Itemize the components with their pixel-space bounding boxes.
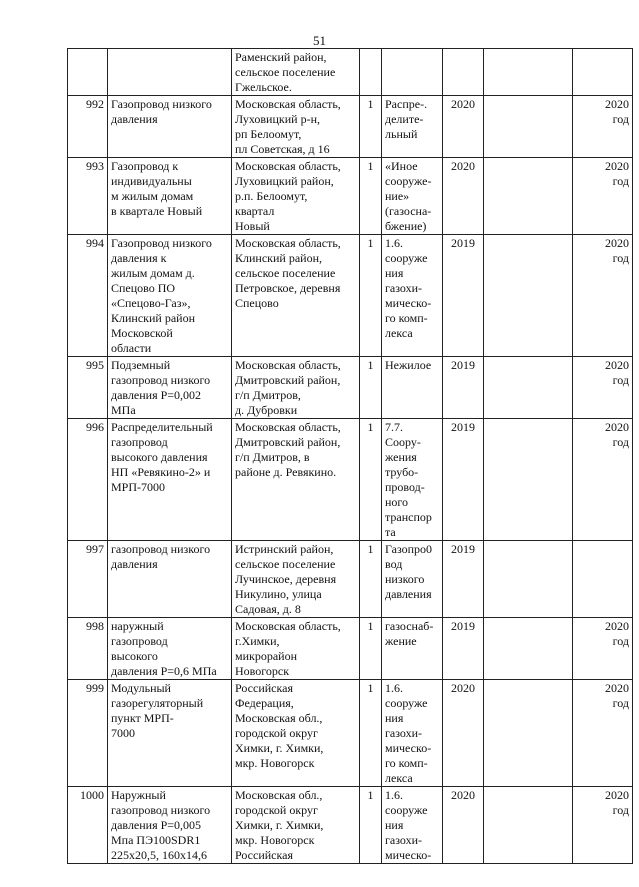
object-name-cell-line: давления к: [111, 251, 167, 265]
row-number-cell: [68, 49, 108, 96]
object-name-cell: [108, 618, 232, 680]
category-cell: [382, 96, 443, 158]
year-cell: 2019: [443, 235, 484, 357]
table-row: [68, 235, 633, 357]
object-name-cell-line: газопровод: [111, 435, 168, 449]
object-name-cell: [108, 419, 232, 541]
category-cell-line: (газосна-: [385, 204, 432, 218]
object-name-cell-line: Газопровод низкого: [111, 236, 212, 250]
category-cell: [382, 541, 443, 618]
category-cell-line: ния: [385, 818, 404, 832]
address-cell-line: Российская: [235, 681, 293, 695]
gas-pipeline-registry-table: [67, 48, 633, 864]
address-cell: [232, 787, 360, 864]
category-cell-line: льный: [385, 127, 418, 141]
empty-cell: [484, 541, 573, 618]
category-cell-line: газохи-: [385, 281, 423, 295]
target-year-cell: [573, 49, 633, 96]
quantity-cell: [360, 49, 382, 96]
empty-cell: [484, 357, 573, 419]
object-name-cell-line: МПа: [111, 403, 136, 417]
target-year-cell-line: год: [612, 803, 629, 817]
category-cell-line: «Иное: [385, 159, 418, 173]
address-cell-line: Луховицкий р-н,: [235, 112, 320, 126]
object-name-cell-line: жилым домам д.: [111, 266, 195, 280]
address-cell-line: Раменский район,: [235, 50, 327, 64]
address-cell-line: Московская область,: [235, 619, 341, 633]
object-name-cell-line: области: [111, 341, 152, 355]
object-name-cell-line: газопровод низкого: [111, 373, 211, 387]
object-name-cell-line: газопровод низкого: [111, 542, 211, 556]
object-name-cell-line: Московской: [111, 326, 173, 340]
table-row: [68, 680, 633, 787]
empty-cell: [484, 235, 573, 357]
category-cell: [382, 419, 443, 541]
target-year-cell: [573, 541, 633, 618]
address-cell-line: городской округ: [235, 726, 318, 740]
category-cell-line: 1.6.: [385, 236, 403, 250]
address-cell-line: Истринский район,: [235, 542, 334, 556]
category-cell-line: сооруже: [385, 251, 428, 265]
target-year-cell-line: год: [612, 373, 629, 387]
category-cell-line: трубо-: [385, 465, 419, 479]
address-cell-line: Никулино, улица: [235, 587, 322, 601]
target-year-cell: [573, 419, 633, 541]
year-cell: [443, 49, 484, 96]
table-row: [68, 618, 633, 680]
address-cell-line: районе д. Ревякино.: [235, 465, 337, 479]
table-row: [68, 158, 633, 235]
object-name-cell-line: Мпа ПЭ100SDR1: [111, 833, 201, 847]
address-cell-line: Дмитровский район,: [235, 373, 341, 387]
address-cell-line: Гжельское.: [235, 80, 292, 94]
target-year-cell-line: 2020: [605, 97, 629, 111]
address-cell-line: Клинский район,: [235, 251, 323, 265]
object-name-cell-line: высокого: [111, 649, 158, 663]
address-cell-line: Федерация,: [235, 696, 294, 710]
address-cell-line: Московская область,: [235, 159, 341, 173]
target-year-cell-line: 2020: [605, 159, 629, 173]
empty-cell: [484, 419, 573, 541]
category-cell-line: ния: [385, 711, 404, 725]
address-cell-line: сельское поселение: [235, 557, 336, 571]
address-cell-line: квартал: [235, 204, 275, 218]
object-name-cell-line: Газопровод к: [111, 159, 179, 173]
category-cell-line: низкого: [385, 572, 425, 586]
address-cell: [232, 158, 360, 235]
category-cell-line: Распре-.: [385, 97, 428, 111]
object-name-cell-line: в квартале Новый: [111, 204, 203, 218]
address-cell-line: г/п Дмитров, в: [235, 450, 310, 464]
row-number-cell: 993: [68, 158, 108, 235]
address-cell-line: Московская область,: [235, 420, 341, 434]
category-cell-line: провод-: [385, 480, 425, 494]
category-cell: [382, 158, 443, 235]
object-name-cell-line: давления Р=0,6 МПа: [111, 664, 217, 678]
page-number: 51: [313, 33, 326, 48]
year-cell: 2019: [443, 618, 484, 680]
target-year-cell-line: 2020: [605, 236, 629, 250]
category-cell-line: ного: [385, 495, 409, 509]
object-name-cell: [108, 787, 232, 864]
row-number-cell: 998: [68, 618, 108, 680]
object-name-cell: [108, 235, 232, 357]
object-name-cell-line: Модульный: [111, 681, 171, 695]
quantity-cell: 1: [360, 357, 382, 419]
address-cell: [232, 357, 360, 419]
target-year-cell: [573, 680, 633, 787]
empty-cell: [484, 680, 573, 787]
address-cell-line: Луховицкий район,: [235, 174, 334, 188]
target-year-cell-line: год: [612, 634, 629, 648]
category-cell-line: газоснаб-: [385, 619, 434, 633]
address-cell-line: мкр. Новогорск: [235, 756, 315, 770]
address-cell-line: Лучинское, деревня: [235, 572, 337, 586]
object-name-cell-line: пункт МРП-: [111, 711, 174, 725]
object-name-cell-line: Спецово ПО: [111, 281, 176, 295]
category-cell: [382, 357, 443, 419]
quantity-cell: 1: [360, 787, 382, 864]
year-cell: 2019: [443, 419, 484, 541]
address-cell-line: д. Дубровки: [235, 403, 298, 417]
row-number-cell: 995: [68, 357, 108, 419]
object-name-cell-line: газорегуляторный: [111, 696, 204, 710]
category-cell-line: вод: [385, 557, 403, 571]
target-year-cell-line: 2020: [605, 358, 629, 372]
category-cell-line: газохи-: [385, 833, 423, 847]
category-cell: [382, 618, 443, 680]
category-cell: [382, 235, 443, 357]
year-cell: 2020: [443, 158, 484, 235]
address-cell-line: микрорайон: [235, 649, 298, 663]
category-cell-line: лекса: [385, 326, 413, 340]
target-year-cell-line: 2020: [605, 788, 629, 802]
object-name-cell-line: «Спецово-Газ»,: [111, 296, 191, 310]
target-year-cell-line: год: [612, 435, 629, 449]
object-name-cell: [108, 357, 232, 419]
table-row: [68, 541, 633, 618]
address-cell-line: Новогорск: [235, 664, 290, 678]
object-name-cell-line: Подземный: [111, 358, 171, 372]
empty-cell: [484, 96, 573, 158]
quantity-cell: 1: [360, 680, 382, 787]
category-cell-line: 1.6.: [385, 788, 403, 802]
target-year-cell-line: год: [612, 251, 629, 265]
empty-cell: [484, 618, 573, 680]
category-cell-line: жения: [385, 450, 417, 464]
category-cell-line: го комп-: [385, 756, 428, 770]
quantity-cell: 1: [360, 618, 382, 680]
category-cell-line: ния: [385, 266, 404, 280]
address-cell-line: мкр. Новогорск: [235, 833, 315, 847]
address-cell-line: Московская область,: [235, 236, 341, 250]
category-cell-line: та: [385, 525, 396, 539]
target-year-cell: [573, 158, 633, 235]
object-name-cell-line: газопровод низкого: [111, 803, 211, 817]
category-cell-line: ние»: [385, 189, 410, 203]
target-year-cell-line: 2020: [605, 420, 629, 434]
empty-cell: [484, 49, 573, 96]
object-name-cell-line: давления Р=0,005: [111, 818, 202, 832]
address-cell-line: Московская область,: [235, 97, 341, 111]
category-cell-line: 1.6.: [385, 681, 403, 695]
year-cell: 2020: [443, 96, 484, 158]
category-cell-line: лекса: [385, 771, 413, 785]
address-cell-line: Садовая, д. 8: [235, 602, 301, 616]
address-cell-line: пл Советская, д 16: [235, 142, 330, 156]
target-year-cell: [573, 787, 633, 864]
category-cell-line: транспор: [385, 510, 432, 524]
address-cell-line: Московская область,: [235, 358, 341, 372]
address-cell-line: Химки, г. Химки,: [235, 818, 324, 832]
table-row: [68, 787, 633, 864]
table-row: [68, 357, 633, 419]
quantity-cell: 1: [360, 96, 382, 158]
category-cell-line: газохи-: [385, 726, 423, 740]
address-cell-line: г.Химки,: [235, 634, 280, 648]
object-name-cell-line: Распределительный: [111, 420, 213, 434]
quantity-cell: 1: [360, 235, 382, 357]
category-cell-line: делите-: [385, 112, 424, 126]
year-cell: 2020: [443, 787, 484, 864]
object-name-cell-line: индивидуальны: [111, 174, 192, 188]
category-cell-line: сооруже-: [385, 174, 432, 188]
address-cell: [232, 541, 360, 618]
row-number-cell: 997: [68, 541, 108, 618]
address-cell-line: Российская: [235, 848, 293, 862]
object-name-cell: [108, 158, 232, 235]
object-name-cell-line: Наружный: [111, 788, 166, 802]
address-cell-line: Московская обл.,: [235, 788, 323, 802]
target-year-cell: [573, 96, 633, 158]
target-year-cell-line: 2020: [605, 619, 629, 633]
empty-cell: [484, 787, 573, 864]
object-name-cell-line: 225х20,5, 160х14,6: [111, 848, 207, 862]
object-name-cell-line: 7000: [111, 726, 135, 740]
category-cell-line: 7.7.: [385, 420, 403, 434]
target-year-cell-line: год: [612, 112, 629, 126]
address-cell-line: Химки, г. Химки,: [235, 741, 324, 755]
object-name-cell: [108, 49, 232, 96]
category-cell-line: жение: [385, 634, 417, 648]
address-cell-line: Новый: [235, 219, 270, 233]
address-cell-line: Спецово: [235, 296, 279, 310]
category-cell-line: Газопро0: [385, 542, 433, 556]
category-cell-line: Соору-: [385, 435, 421, 449]
row-number-cell: 1000: [68, 787, 108, 864]
object-name-cell: [108, 541, 232, 618]
category-cell-line: Нежилое: [385, 358, 432, 372]
target-year-cell-line: год: [612, 174, 629, 188]
object-name-cell-line: давления: [111, 112, 158, 126]
target-year-cell-line: год: [612, 696, 629, 710]
category-cell: [382, 49, 443, 96]
address-cell: [232, 618, 360, 680]
address-cell-line: сельское поселение: [235, 65, 336, 79]
category-cell-line: сооруже: [385, 696, 428, 710]
address-cell-line: городской округ: [235, 803, 318, 817]
year-cell: 2019: [443, 541, 484, 618]
address-cell-line: Петровское, деревня: [235, 281, 341, 295]
object-name-cell: [108, 680, 232, 787]
category-cell-line: мическо-: [385, 741, 432, 755]
target-year-cell-line: 2020: [605, 681, 629, 695]
category-cell: [382, 787, 443, 864]
address-cell-line: Дмитровский район,: [235, 435, 341, 449]
object-name-cell-line: давления Р=0,002: [111, 388, 202, 402]
address-cell: [232, 49, 360, 96]
address-cell: [232, 419, 360, 541]
target-year-cell: [573, 357, 633, 419]
row-number-cell: 992: [68, 96, 108, 158]
object-name-cell-line: газопровод: [111, 634, 168, 648]
category-cell-line: го комп-: [385, 311, 428, 325]
category-cell-line: мическо-: [385, 296, 432, 310]
object-name-cell-line: Клинский район: [111, 311, 196, 325]
object-name-cell-line: Газопровод низкого: [111, 97, 212, 111]
address-cell: [232, 96, 360, 158]
address-cell: [232, 235, 360, 357]
category-cell-line: давления: [385, 587, 432, 601]
address-cell-line: Московская обл.,: [235, 711, 323, 725]
category-cell: [382, 680, 443, 787]
address-cell-line: г/п Дмитров,: [235, 388, 301, 402]
object-name-cell-line: м жилым домам: [111, 189, 194, 203]
object-name-cell-line: наружный: [111, 619, 164, 633]
year-cell: 2019: [443, 357, 484, 419]
object-name-cell-line: давления: [111, 557, 158, 571]
year-cell: 2020: [443, 680, 484, 787]
object-name-cell-line: МРП-7000: [111, 480, 166, 494]
quantity-cell: 1: [360, 419, 382, 541]
object-name-cell-line: высокого давления: [111, 450, 208, 464]
address-cell-line: рп Белоомут,: [235, 127, 302, 141]
table-row: [68, 49, 633, 96]
object-name-cell-line: НП «Ревякино-2» и: [111, 465, 211, 479]
row-number-cell: 994: [68, 235, 108, 357]
table-row: [68, 419, 633, 541]
empty-cell: [484, 158, 573, 235]
target-year-cell: [573, 618, 633, 680]
address-cell: [232, 680, 360, 787]
address-cell-line: сельское поселение: [235, 266, 336, 280]
quantity-cell: 1: [360, 541, 382, 618]
category-cell-line: бжение): [385, 219, 427, 233]
table-row: [68, 96, 633, 158]
row-number-cell: 999: [68, 680, 108, 787]
row-number-cell: 996: [68, 419, 108, 541]
quantity-cell: 1: [360, 158, 382, 235]
target-year-cell: [573, 235, 633, 357]
category-cell-line: сооруже: [385, 803, 428, 817]
address-cell-line: р.п. Белоомут,: [235, 189, 308, 203]
category-cell-line: мическо-: [385, 848, 432, 862]
object-name-cell: [108, 96, 232, 158]
